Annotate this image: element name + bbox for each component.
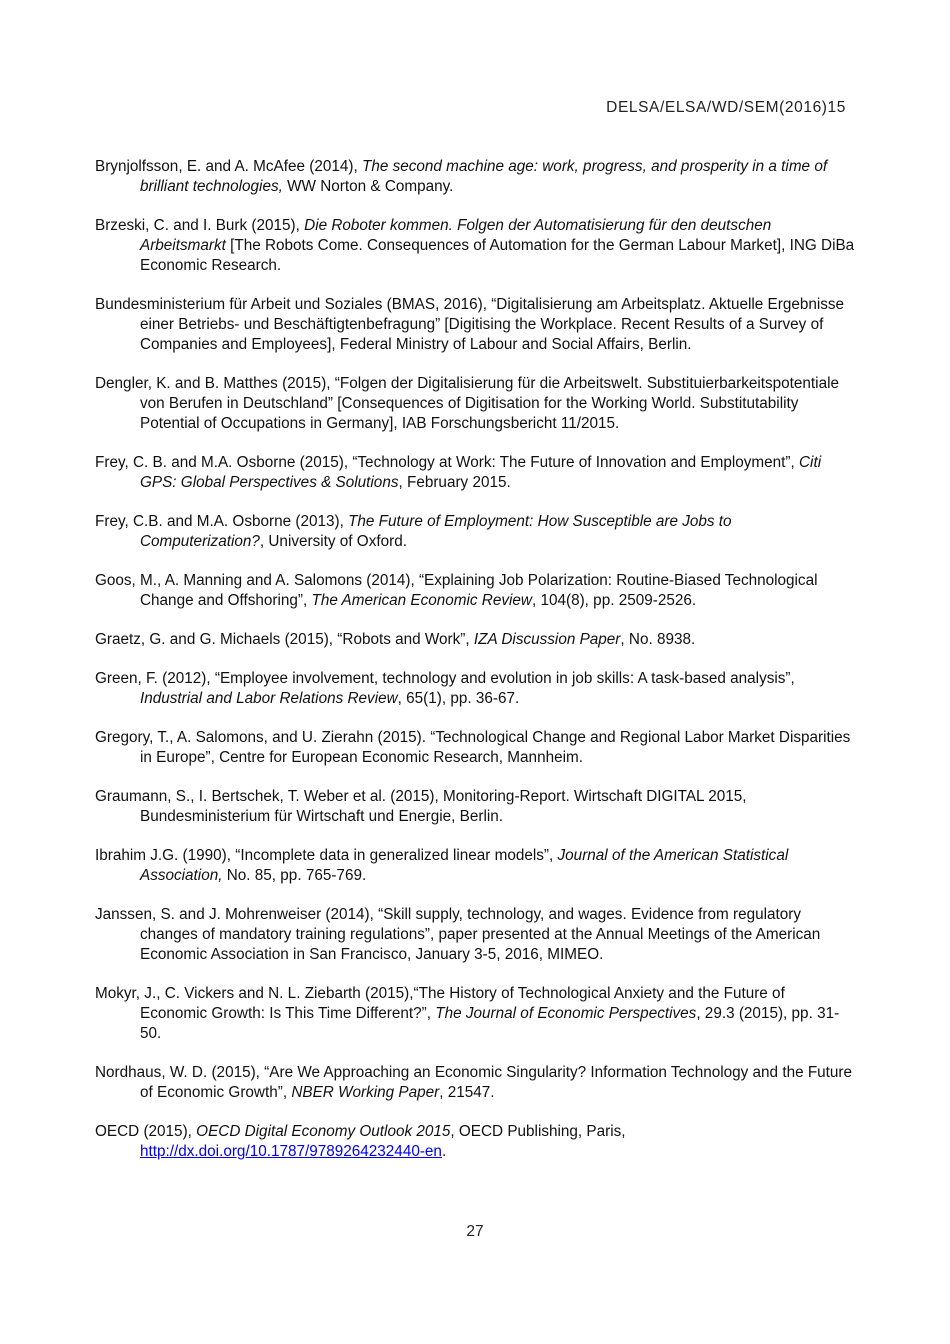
reference-title: NBER Working Paper xyxy=(291,1084,440,1101)
reference-item xyxy=(95,728,855,768)
reference-item xyxy=(95,669,855,709)
reference-item xyxy=(95,374,855,434)
reference-item xyxy=(95,1063,855,1103)
reference-details: , February 2015. xyxy=(398,474,511,491)
reference-title: Citi GPS: Global Perspectives & Solutions xyxy=(140,454,822,491)
reference-text: Goos, M., A. Manning and A. Salomons (2014), “Explaining Job Polarization: Routine-Biased Technological Change and Offshoring”, xyxy=(95,572,818,609)
reference-item xyxy=(95,787,855,827)
reference-item xyxy=(95,905,855,965)
reference-item xyxy=(95,453,855,493)
reference-details: , OECD Publishing, Paris, xyxy=(450,1123,626,1140)
page-number: 27 xyxy=(466,1223,484,1240)
reference-title: The Future of Employment: How Susceptible are Jobs to Computerization? xyxy=(140,513,732,550)
reference-details: No. 85, pp. 765-769. xyxy=(222,867,367,884)
reference-details: , 65(1), pp. 36-67. xyxy=(397,690,520,707)
reference-text: Brynjolfsson, E. and A. McAfee (2014), xyxy=(95,158,362,175)
reference-details: , University of Oxford. xyxy=(259,533,407,550)
reference-item xyxy=(95,1122,855,1162)
reference-item xyxy=(95,984,855,1044)
reference-text: Green, F. (2012), “Employee involvement, technology and evolution in job skills: A task-based analysis”, xyxy=(95,670,795,687)
reference-text: Graumann, S., I. Bertschek, T. Weber et al. (2015), Monitoring-Report. Wirtschaft DIGITAL 2015, Bundesministerium für Wirtschaft und Energie, Berlin. xyxy=(95,788,747,825)
reference-details: , 29.3 (2015), pp. 31-50. xyxy=(140,1005,840,1042)
reference-item xyxy=(95,512,855,552)
reference-text: Ibrahim J.G. (1990), “Incomplete data in generalized linear models”, xyxy=(95,847,558,864)
reference-text: Mokyr, J., C. Vickers and N. L. Ziebarth (2015),“The History of Technological Anxiety and the Future of Economic Growth: Is This Time Different?”, xyxy=(95,985,785,1022)
reference-text: Graetz, G. and G. Michaels (2015), “Robots and Work”, xyxy=(95,631,474,648)
reference-title: The second machine age: work, progress, and prosperity in a time of brilliant technologies, xyxy=(140,158,828,195)
reference-end: . xyxy=(441,1143,447,1160)
reference-text: Gregory, T., A. Salomons, and U. Zierahn (2015). “Technological Change and Regional Labor Market Disparities in Europe”, Centre for European Economic Research, Mannheim. xyxy=(95,729,851,766)
reference-text: Frey, C. B. and M.A. Osborne (2015), “Technology at Work: The Future of Innovation and Employment”, xyxy=(95,454,799,471)
reference-title: Die Roboter kommen. Folgen der Automatisierung für den deutschen Arbeitsmarkt xyxy=(140,217,772,254)
reference-details: , 21547. xyxy=(439,1084,495,1101)
reference-title: Journal of the American Statistical Association, xyxy=(140,847,789,884)
reference-text: OECD (2015), xyxy=(95,1123,197,1140)
doi-link[interactable]: http://dx.doi.org/10.1787/9789264232440-en xyxy=(140,1143,442,1160)
document-code: DELSA/ELSA/WD/SEM(2016)15 xyxy=(606,99,846,116)
reference-text: Bundesministerium für Arbeit und Soziales (BMAS, 2016), “Digitalisierung am Arbeitsplatz. Aktuelle Ergebnisse einer Betriebs- und Beschäftigtenbefragung” [Digitising the Workplace. Recent Results of a Survey of Companies and Employees], Federal Ministry of Labour and Social Affairs, Berlin. xyxy=(95,296,845,353)
reference-item xyxy=(95,295,855,355)
reference-item xyxy=(95,216,855,276)
reference-item xyxy=(95,157,855,197)
reference-text: Dengler, K. and B. Matthes (2015), “Folgen der Digitalisierung für die Arbeitswelt. Substituierbarkeitspotentiale von Berufen in Deutschland” [Consequences of Digitisation for the Working World. Substitutability Potential of Occupations in Germany], IAB Forschungsbericht 11/2015. xyxy=(95,375,839,432)
reference-item xyxy=(95,630,855,650)
reference-text: Brzeski, C. and I. Burk (2015), xyxy=(95,217,305,234)
reference-text: Janssen, S. and J. Mohrenweiser (2014), “Skill supply, technology, and wages. Evidence from regulatory changes of mandatory training regulations”, paper presented at the Annual Meetings of the American Economic Association in San Francisco, January 3-5, 2016, MIMEO. xyxy=(95,906,821,963)
reference-item xyxy=(95,846,855,886)
reference-details: WW Norton & Company. xyxy=(282,178,454,195)
reference-title: The American Economic Review xyxy=(311,592,532,609)
reference-details: [The Robots Come. Consequences of Automation for the German Labour Market], ING DiBa Economic Research. xyxy=(140,237,855,274)
reference-title: IZA Discussion Paper xyxy=(473,631,621,648)
reference-list xyxy=(95,157,855,1181)
reference-title: OECD Digital Economy Outlook 2015 xyxy=(196,1123,451,1140)
reference-details: , No. 8938. xyxy=(620,631,696,648)
reference-text: Frey, C.B. and M.A. Osborne (2013), xyxy=(95,513,349,530)
reference-details: , 104(8), pp. 2509-2526. xyxy=(531,592,697,609)
reference-title: Industrial and Labor Relations Review xyxy=(140,690,398,707)
reference-text: Nordhaus, W. D. (2015), “Are We Approaching an Economic Singularity? Information Technology and the Future of Economic Growth”, xyxy=(95,1064,853,1101)
reference-title: The Journal of Economic Perspectives xyxy=(435,1005,697,1022)
reference-item xyxy=(95,571,855,611)
